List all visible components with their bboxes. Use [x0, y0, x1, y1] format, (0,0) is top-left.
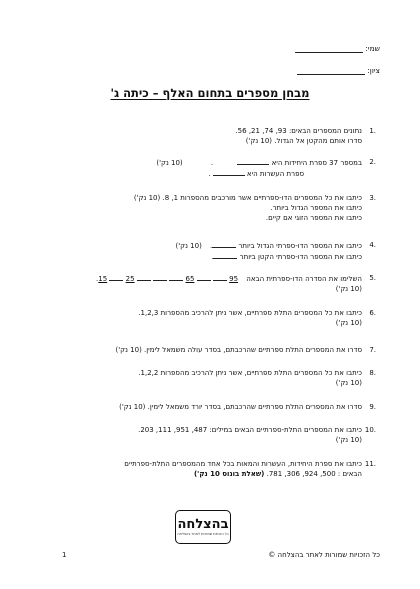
question-5: 5. השלימו את הסדרה הדו-ספרתית הבאה 95 65 25 15. (10 נק') [96, 274, 376, 293]
question-6: 6. כיתבו את כל המספרים התלת ספרתיים, אשר ניתן להרכיב מהספרות 1,2,3. (10 נק') [138, 309, 376, 327]
page-title: מבחן מספרים בתחום האלף – כיתה ג' [110, 86, 310, 100]
sequence-blank[interactable] [213, 273, 227, 281]
question-1: 1. נתונים המספרים הבאים: 93, 74, 21, 56. סדרו אותם מהקטן אל הגדול. (10 נק') [235, 127, 376, 145]
sequence-blank[interactable] [169, 273, 183, 281]
answer-blank[interactable] [237, 157, 269, 165]
question-7: 7. סדרו את המספרים התלת ספרתיים שהרכבתם, בסדר עולה משמאל לימין. (10 נק') [115, 346, 376, 354]
name-line [295, 44, 380, 53]
grade-label: ציון: [367, 66, 380, 75]
question-8: 8. כיתבו את כל המספרים התלת ספרתיים, אשר ניתן להרכיב מהספרות 1,2,2. (10 נק') [138, 369, 376, 387]
answer-blank[interactable] [212, 240, 236, 248]
answer-blank[interactable] [213, 168, 245, 176]
answer-blank[interactable] [213, 251, 237, 259]
sequence-blank[interactable] [109, 273, 123, 281]
question-10: 10. כיתבו את המספרים התלת-ספרתיים הבאים במילים: 487, 951, 111, 203. (10 נק') [138, 426, 376, 444]
question-2: 2. במספר 37 ספרת היחידות היא . (10 נק') ספרת העשרות היא . [156, 158, 376, 178]
sequence-blank[interactable] [153, 273, 167, 281]
sequence-blank[interactable] [197, 273, 211, 281]
copyright-notice: כל הזכויות שמורות לאתר בהצלחה © [268, 551, 380, 559]
grade-field[interactable] [297, 66, 365, 75]
name-label: שמי: [365, 44, 380, 53]
question-9: 9. סדרו את המספרים התלת ספרתיים שהרכבתם, בסדר יורד משמאל לימין. (10 נק') [119, 403, 376, 411]
question-11: 11. כיתבו את ספרת היחידות, העשרות והמאות בכל אחד מהמספרים התלת-ספרתיים הבאים : 500, 924, 306, 781. (שאלת בונוס 10 נק') [124, 460, 376, 478]
question-4: 4. כיתבו את המספר הדו-ספרתי הגדול ביותר . (10 נק') כיתבו את המספר הדו-ספרתי הקטן ביותר . [175, 241, 376, 261]
success-logo: בהצלחה כל הזכויות שמורות לאתר בהצלחה [175, 510, 231, 544]
grade-line [297, 66, 380, 75]
name-field[interactable] [295, 44, 363, 53]
page-number: 1 [62, 551, 67, 559]
sequence-blank[interactable] [137, 273, 151, 281]
question-3: 3. כיתבו את כל המספרים הדו-ספרתיים אשר מורכבים מהספרות 1, 8. (10 נק') כיתבו את המספר הגדול ביותר. כיתבו את המספר הזוגי אם קיים. [133, 194, 376, 222]
